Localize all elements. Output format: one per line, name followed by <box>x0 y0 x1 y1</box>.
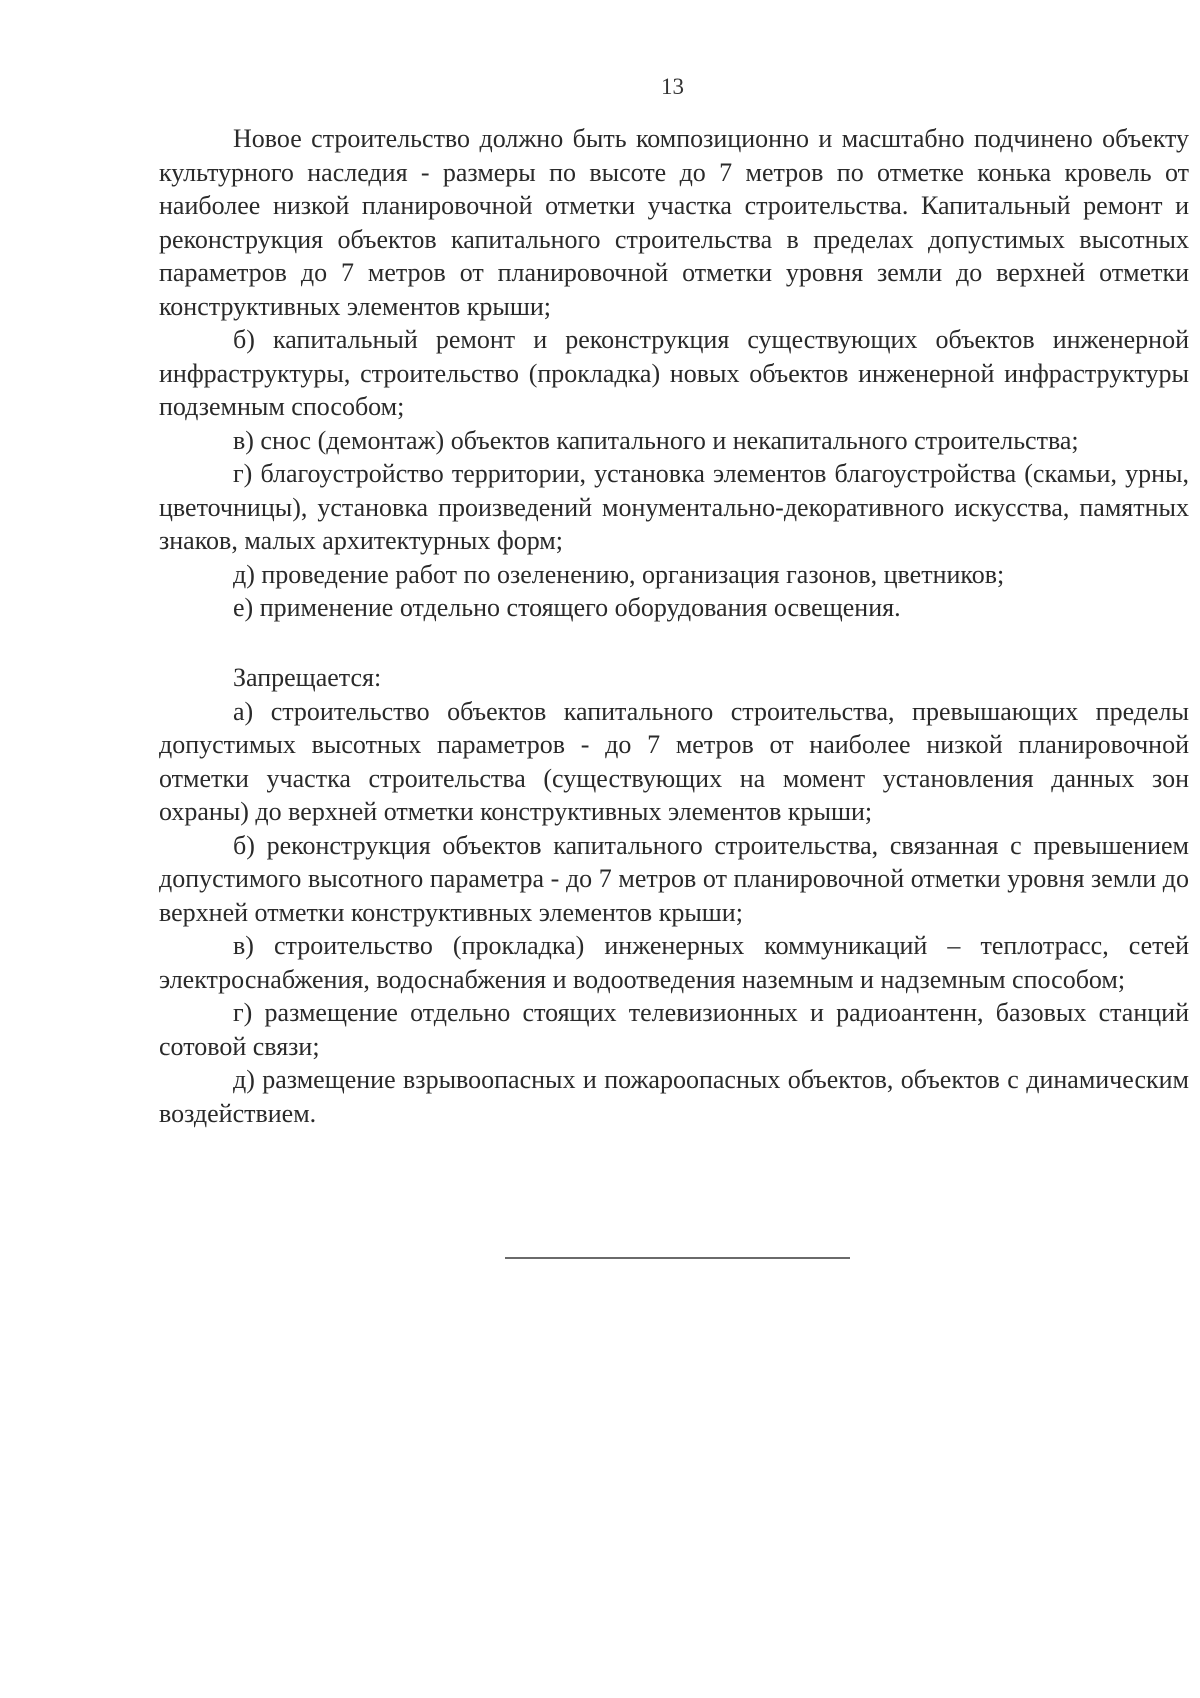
paragraph-item-d: д) проведение работ по озеленению, организация газонов, цветников; <box>233 559 1005 589</box>
paragraph-item-v: в) снос (демонтаж) объектов капитального и некапитального строительства; <box>233 425 1079 455</box>
page-number: 13 <box>661 74 684 99</box>
prohibited-item-g: г) размещение отдельно стоящих телевизионных и радиоантенн, базовых станций сотовой связи; <box>159 998 1189 1061</box>
prohibited-item-d: д) размещение взрывоопасных и пожароопасных объектов, объектов с динамическим воздействием. <box>159 1065 1189 1128</box>
prohibited-item-v: в) строительство (прокладка) инженерных коммуникаций – теплотрасс, сетей электроснабжения, водоснабжения и водоотведения наземным и надземным способом; <box>159 931 1189 994</box>
paragraph-item-e: е) применение отдельно стоящего оборудования освещения. <box>233 593 901 622</box>
end-separator-line <box>505 1257 850 1259</box>
prohibited-item-a: а) строительство объектов капитального строительства, превышающих пределы допустимых высотных параметров - до 7 метров от наиболее низкой планировочной отметки участка строительства (существующих на момент установления данных зон охраны) до верхней отметки конструктивных элементов крыши; <box>159 696 1189 826</box>
allowed-works-section <box>159 122 1189 625</box>
prohibited-works-section <box>159 661 1189 1130</box>
prohibited-item-b: б) реконструкция объектов капитального строительства, связанная с превышением допустимого высотного параметра - до 7 метров от планировочной отметки уровня земли до верхней отметки конструктивных элементов крыши; <box>159 830 1189 927</box>
section-heading-prohibited: Запрещается: <box>233 663 382 692</box>
paragraph-item-b: б) капитальный ремонт и реконструкция существующих объектов инженерной инфраструктуры, строительство (прокладка) новых объектов инженерной инфраструктуры подземным способом; <box>159 325 1189 421</box>
paragraph-item-g: г) благоустройство территории, установка элементов благоустройства (скамьи, урны, цветочницы), установка произведений монументально-декоративного искусства, памятных знаков, малых архитектурных форм; <box>159 459 1189 555</box>
paragraph-new-construction: Новое строительство должно быть композиционно и масштабно подчинено объекту культурного наследия - размеры по высоте до 7 метров по отметке конька кровель от наиболее низкой планировочной отметки участка строительства. Капитальный ремонт и реконструкция объектов капитального строительства в пределах допустимых высотных параметров до 7 метров от планировочной отметки уровня земли до верхней отметки конструктивных элементов крыши; <box>159 124 1189 321</box>
